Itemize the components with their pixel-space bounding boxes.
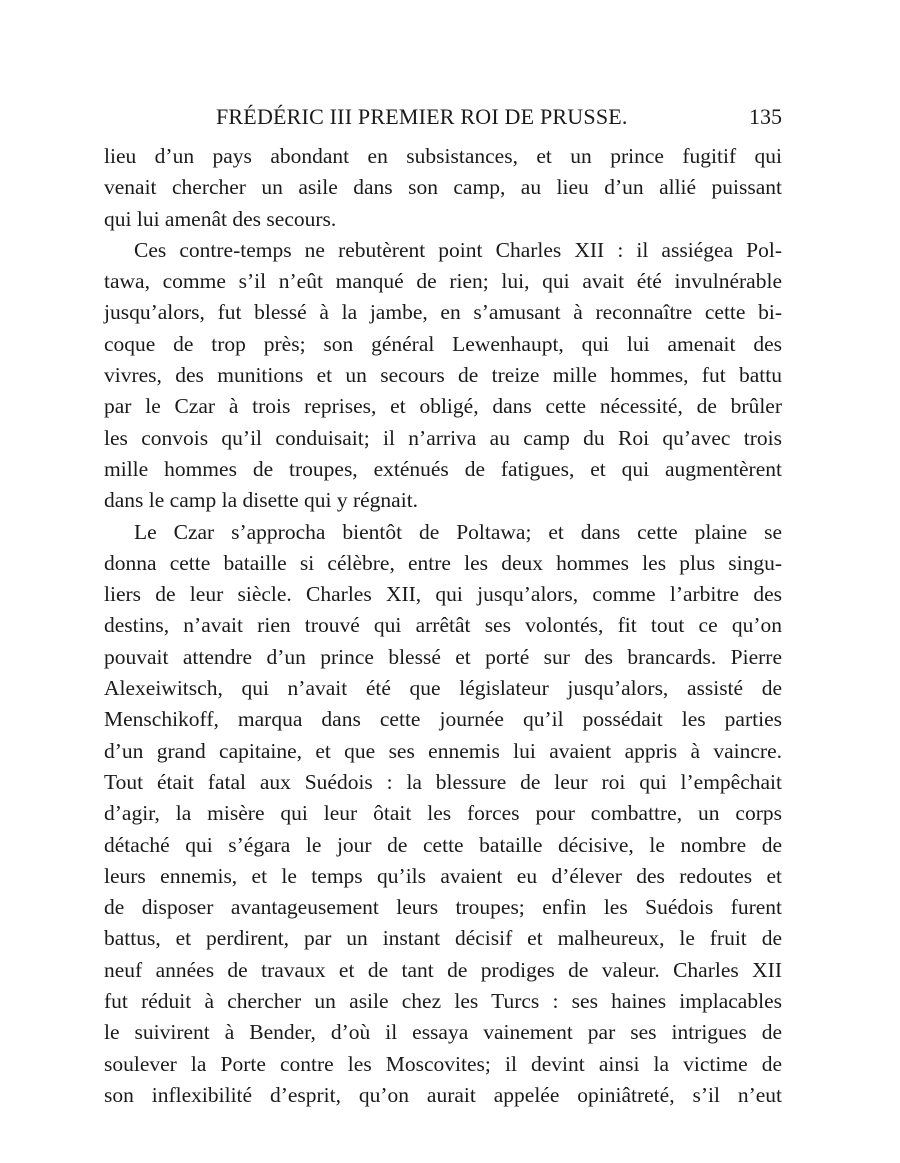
text-line: dans le camp la disette qui y régnait. <box>104 488 419 513</box>
text-line: coque de trop près; son général Lewenhaupt, qui lui amenait des <box>104 331 782 356</box>
text-line: Tout était fatal aux Suédois : la blessure de leur roi qui l’empêchait <box>104 769 782 794</box>
text-line: le suivirent à Bender, d’où il essaya vainement par ses intrigues de <box>104 1020 782 1045</box>
text-line: Alexeiwitsch, qui n’avait été que législateur jusqu’alors, assisté de <box>104 676 782 701</box>
text-line: par le Czar à trois reprises, et obligé, dans cette nécessité, de brûler <box>104 394 782 419</box>
text-line: pouvait attendre d’un prince blessé et porté sur des brancards. Pierre <box>104 644 782 669</box>
text-line: Ces contre-temps ne rebutèrent point Charles XII : il assiégea Pol- <box>134 237 782 262</box>
text-line: d’un grand capitaine, et que ses ennemis lui avaient appris à vaincre. <box>104 738 782 763</box>
text-line: vivres, des munitions et un secours de treize mille hommes, fut battu <box>104 363 782 388</box>
text-line: de disposer avantageusement leurs troupes; enfin les Suédois furent <box>104 895 782 920</box>
text-line: liers de leur siècle. Charles XII, qui jusqu’alors, comme l’arbitre des <box>104 582 782 607</box>
text-line: lieu d’un pays abondant en subsistances, et un prince fugitif qui <box>104 144 782 168</box>
text-line: leurs ennemis, et le temps qu’ils avaient eu d’élever des redoutes et <box>104 863 782 888</box>
text-line: soulever la Porte contre les Moscovites; il devint ainsi la victime de <box>104 1051 782 1076</box>
text-line: battus, et perdirent, par un instant décisif et malheureux, le fruit de <box>104 926 782 951</box>
text-line: Le Czar s’approcha bientôt de Poltawa; et dans cette plaine se <box>134 519 782 544</box>
text-line: d’agir, la misère qui leur ôtait les forces pour combattre, un corps <box>104 801 782 826</box>
text-line: Menschikoff, marqua dans cette journée qu’il possédait les parties <box>104 707 782 732</box>
text-line: venait chercher un asile dans son camp, au lieu d’un allié puissant <box>104 175 782 200</box>
text-line: son inflexibilité d’esprit, qu’on aurait appelée opiniâtreté, s’il n’eut <box>104 1082 782 1107</box>
body-text <box>104 141 782 1111</box>
text-line: jusqu’alors, fut blessé à la jambe, en s’amusant à reconnaître cette bi- <box>104 300 782 325</box>
text-line: neuf années de travaux et de tant de prodiges de valeur. Charles XII <box>104 957 782 982</box>
text-line: mille hommes de troupes, exténués de fatigues, et qui augmentèrent <box>104 456 782 481</box>
text-line: les convois qu’il conduisait; il n’arriva au camp du Roi qu’avec trois <box>104 425 782 450</box>
text-line: qui lui amenât des secours. <box>104 206 337 231</box>
text-line: donna cette bataille si célèbre, entre les deux hommes les plus singu- <box>104 550 782 575</box>
text-line: tawa, comme s’il n’eût manqué de rien; lui, qui avait été invulnérable <box>104 269 782 294</box>
text-line: détaché qui s’égara le jour de cette bataille décisive, le nombre de <box>104 832 782 857</box>
text-line: fut réduit à chercher un asile chez les Turcs : ses haines implacables <box>104 989 782 1014</box>
page-header <box>104 100 782 136</box>
page-number: 135 <box>749 104 782 129</box>
running-title: FRÉDÉRIC III PREMIER ROI DE PRUSSE. <box>216 104 628 129</box>
text-line: destins, n’avait rien trouvé qui arrêtât ses volontés, fit tout ce qu’on <box>104 613 782 638</box>
